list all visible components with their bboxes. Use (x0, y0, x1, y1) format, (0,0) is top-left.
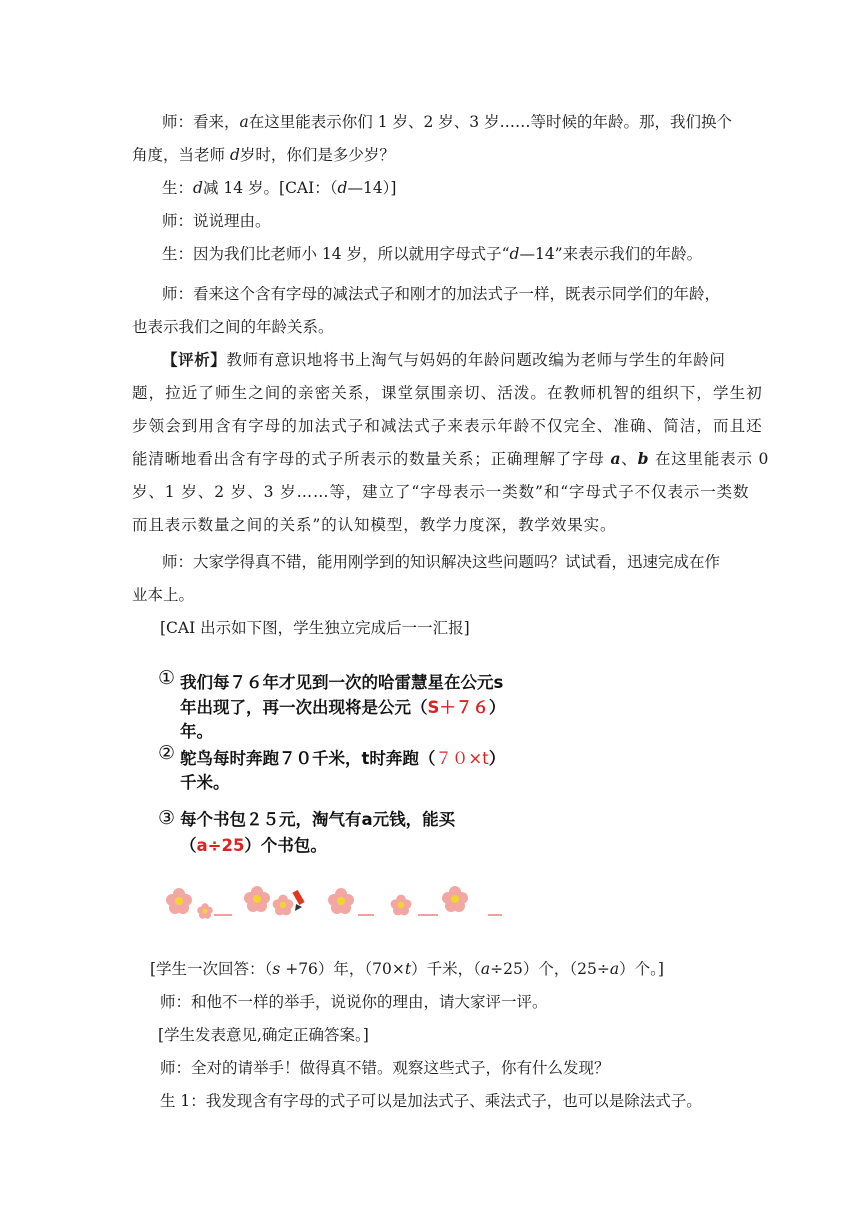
flower-icon (166, 888, 192, 914)
paragraph-line (132, 144, 395, 166)
paragraph-line: 也表示我们之间的年龄关系。 (132, 318, 334, 336)
paragraph-line: 师：说说理由。 (162, 212, 271, 230)
variable: b (637, 449, 650, 468)
paragraph-line (162, 111, 732, 133)
paragraph-line: [学生发表意见,确定正确答案。] (158, 1026, 369, 1044)
flower-icon (197, 903, 213, 919)
text: （ (180, 836, 197, 855)
text: 鸵鸟每时奔跑７０千米，t时奔跑（ (180, 749, 436, 768)
text: 生： (162, 179, 194, 197)
text: ÷25）个，（25÷ (490, 960, 610, 978)
question-number: ① (158, 667, 176, 689)
variable: a (480, 960, 491, 978)
paragraph-line: 生 1：我发现含有字母的式子可以是加法式子、乘法式子，也可以是除法式子。 (160, 1092, 702, 1110)
text: [学生一次回答：（ (150, 960, 273, 978)
text: 师：看来， (162, 113, 240, 131)
question-number: ③ (158, 807, 176, 829)
paragraph-line (162, 177, 396, 199)
variable: a (610, 449, 622, 468)
variable: d (509, 245, 520, 263)
text: 年出现了，再一次出现将是公元（ (180, 698, 428, 717)
commentary-line: 步领会到用含有字母的加法式子和减法式子来表示年龄不仅完全、准确、简洁，而且还 (132, 417, 763, 435)
paragraph-line (162, 243, 702, 265)
paragraph-line: 业本上。 (132, 586, 195, 604)
pencil-icon (292, 888, 308, 912)
variable: d (337, 179, 348, 197)
paragraph-line: 师：全对的请举手！做得真不错。观察这些式子，你有什么发现？ (160, 1059, 610, 1077)
answer: a÷25 (196, 836, 245, 855)
commentary-tag: 【评析】 (162, 350, 227, 369)
text: 在这里能表示你们 1 岁、2 岁、3 岁……等时候的年龄。那，我们换个 (248, 113, 733, 131)
variable: d (229, 146, 240, 164)
paragraph-line: 师：和他不一样的举手，说说你的理由，请大家评一评。 (160, 993, 548, 1011)
paragraph-line (150, 958, 664, 980)
answer: ７０×t (435, 749, 489, 768)
paragraph-line: 师：大家学得真不错，能用刚学到的知识解决这些问题吗？试试看，迅速完成在作 (162, 553, 721, 571)
flower-border-decoration (152, 884, 532, 920)
question-3-line-2 (180, 832, 327, 856)
text: 能清晰地看出含有字母的式子所表示的数量关系；正确理解了字母 (132, 450, 611, 468)
commentary-line (162, 349, 726, 371)
commentary-line: 而且表示数量之间的关系”的认知模型，教学力度深，教学效果实。 (132, 516, 617, 534)
text: 在这里能表示 0 (649, 450, 770, 468)
text: 生：因为我们比老师小 14 岁，所以就用字母式子“ (162, 245, 510, 263)
text: ）千米，（ (411, 960, 481, 978)
variable: a (609, 960, 620, 978)
cai-slide-image (152, 652, 532, 924)
commentary-line: 题，拉近了师生之间的亲密关系，课堂氛围亲切、活泼。在教师机智的组织下，学生初 (132, 384, 763, 402)
question-1-line-3: 年。 (180, 722, 213, 741)
border-dash (418, 914, 438, 916)
question-1-line-2 (180, 694, 505, 718)
paragraph-line: 师：看来这个含有字母的减法式子和刚才的加法式子一样，既表示同学们的年龄， (162, 285, 721, 303)
question-number: ② (158, 742, 176, 764)
flower-icon (273, 895, 294, 916)
text: —14）] (347, 179, 397, 197)
variable: d (193, 179, 203, 197)
question-2-line-2: 千米。 (180, 773, 230, 792)
text: 减 14 岁。[CAI：（ (202, 179, 338, 197)
border-dash (214, 914, 232, 916)
commentary-line (132, 448, 769, 470)
text: 、 (621, 450, 638, 468)
flower-icon (244, 886, 270, 912)
border-dash (488, 914, 502, 916)
text: 角度，当老师 (132, 146, 230, 164)
flower-icon (328, 888, 354, 914)
text: ）个。] (619, 960, 664, 978)
border-dash (358, 914, 374, 916)
flower-icon (442, 886, 468, 912)
commentary-line: 岁、1 岁、2 岁、3 岁……等，建立了“字母表示一类数”和“字母式子不仅表示一类数 (132, 483, 750, 501)
text: —14”来表示我们的年龄。 (519, 245, 703, 263)
flower-icon (391, 895, 412, 916)
question-2-line-1 (180, 745, 505, 769)
variable: t (404, 960, 412, 978)
text: ） (488, 698, 506, 717)
variable: a (239, 113, 249, 131)
variable: s (272, 960, 281, 978)
question-1-line-1: 我们每７６年才见到一次的哈雷慧星在公元s (180, 673, 504, 692)
text: 岁时，你们是多少岁？ (239, 146, 395, 164)
answer: S＋７６ (427, 698, 489, 717)
paragraph-line: [CAI 出示如下图，学生独立完成后一一汇报] (160, 619, 470, 637)
text: +76）年，（70× (280, 960, 405, 978)
text: ）个书包。 (244, 836, 327, 855)
text: ） (488, 749, 506, 768)
text: 教师有意识地将书上淘气与妈妈的年龄问题改编为老师与学生的年龄问 (226, 351, 726, 369)
question-3-line-1: 每个书包２５元，淘气有a元钱，能买 (180, 810, 456, 829)
